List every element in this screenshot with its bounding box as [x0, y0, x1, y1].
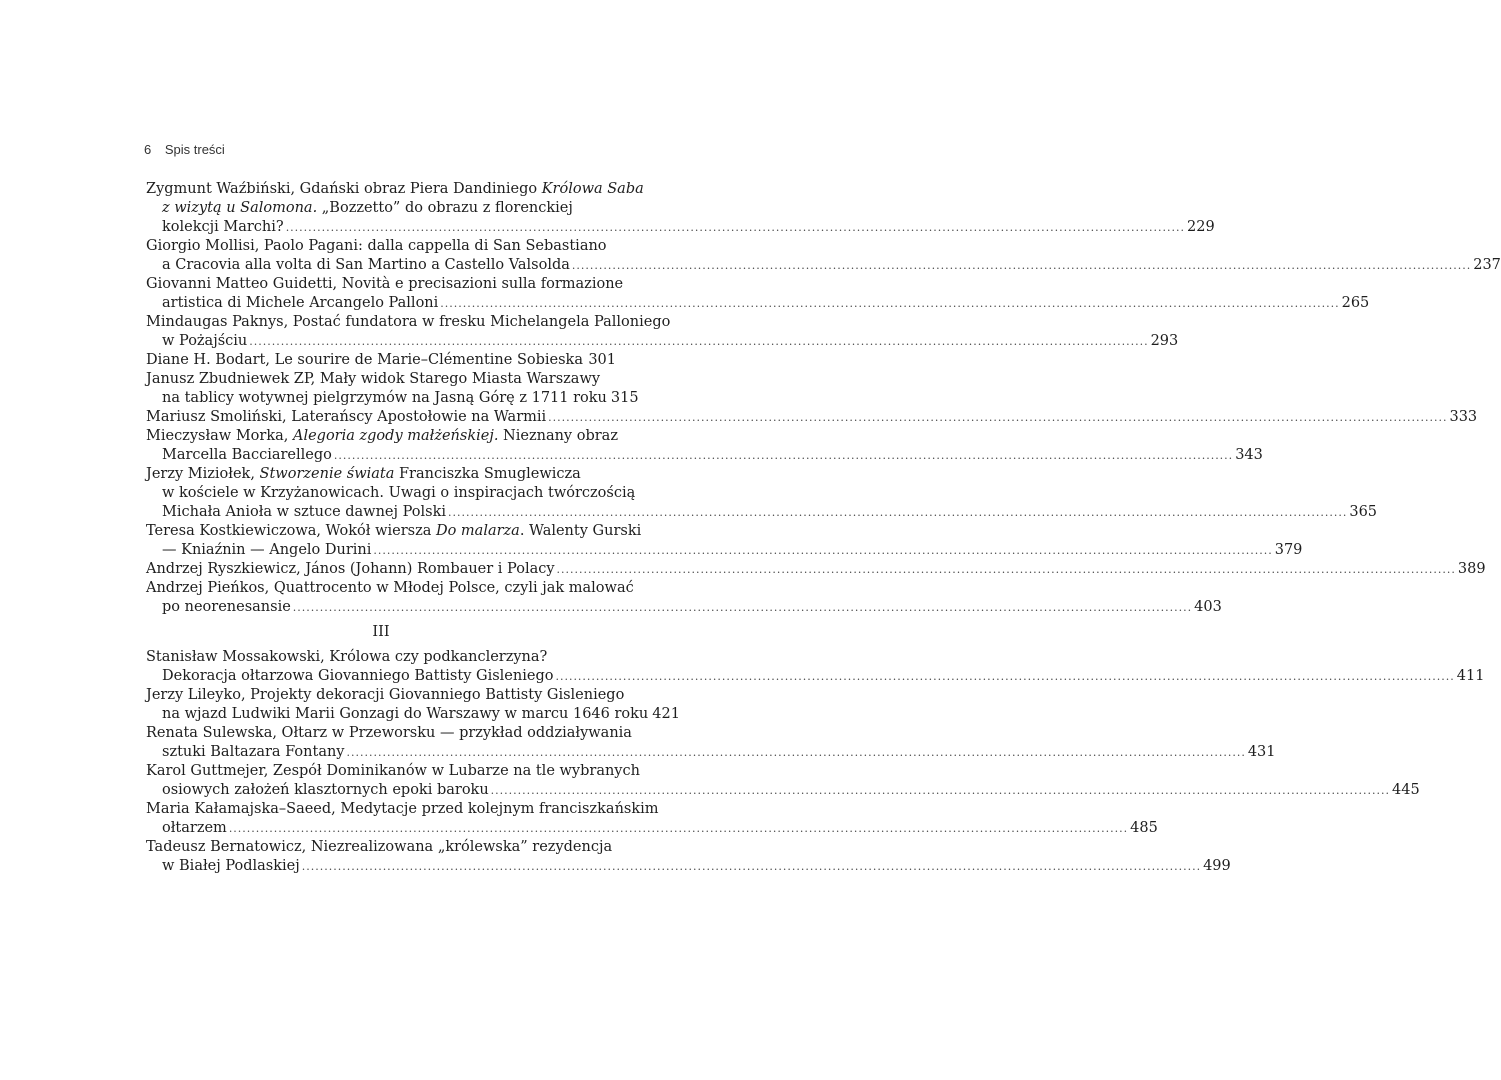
- toc-page-number: 293: [1150, 333, 1179, 349]
- toc-entry: [146, 351, 616, 370]
- toc-page-number: 411: [1456, 668, 1485, 684]
- toc-entry-final-line: [146, 446, 1263, 465]
- toc-entry: [146, 465, 1378, 522]
- toc-entry: [146, 313, 1179, 351]
- dot-leader: ........................................................................................................................................................................................................: [490, 784, 1390, 797]
- toc-entry-text: Mariusz Smoliński, Laterańscy Apostołowie na Warmii: [146, 409, 547, 425]
- dot-leader: [585, 351, 586, 370]
- toc-page-number: 265: [1341, 295, 1370, 311]
- toc-entry-line: Giovanni Matteo Guidetti, Novità e precisazioni sulla formazione: [146, 276, 624, 292]
- toc-entry-final-line: [146, 857, 1231, 876]
- dot-leader: ........................................................................................................................................................................................................: [285, 221, 1186, 234]
- toc-entry-text: Andrzej Ryszkiewicz, János (Johann) Rombauer i Polacy: [146, 561, 555, 577]
- toc-entry-text: Diane H. Bodart, Le sourire de Marie–Clémentine Sobieska: [146, 352, 583, 368]
- toc-page-number: 301: [588, 352, 616, 368]
- toc-entry-line: Giorgio Mollisi, Paolo Pagani: dalla cappella di San Sebastiano: [146, 238, 607, 254]
- toc-entry-final-line: [146, 218, 1215, 237]
- toc-entry-line: Andrzej Pieńkos, Quattrocento w Młodej Polsce, czyli jak malować: [146, 580, 634, 596]
- toc-entry-final-line: [146, 743, 1276, 762]
- toc-page-number: 315: [610, 390, 639, 406]
- toc-entry-final-line: [146, 781, 1420, 800]
- dot-leader: ........................................................................................................................................................................................................: [301, 860, 1202, 873]
- dot-leader: ........................................................................................................................................................................................................: [440, 297, 1340, 310]
- toc-entry-text: osiowych założeń klasztornych epoki baroku: [162, 782, 489, 798]
- dot-leader: ........................................................................................................................................................................................................: [448, 506, 1348, 519]
- toc-entry-text: kolekcji Marchi?: [162, 219, 284, 235]
- toc-page-number: 403: [1194, 599, 1222, 615]
- toc-entry-line: Stanisław Mossakowski, Królowa czy podkanclerzyna?: [146, 649, 548, 665]
- dot-leader: ........................................................................................................................................................................................................: [228, 822, 1129, 835]
- toc-entry-line: Teresa Kostkiewiczowa, Wokół wiersza Do malarza. Walenty Gurski: [146, 523, 642, 539]
- toc-entry-final-line: [146, 503, 1378, 522]
- toc-entry-text: Dekoracja ołtarzowa Giovanniego Battisty Gisleniego: [162, 668, 554, 684]
- toc-entry-text: po neorenesansie: [162, 599, 291, 615]
- toc-page-number: 499: [1203, 858, 1231, 874]
- toc-entry-text: sztuki Baltazara Fontany: [162, 744, 345, 760]
- toc-entry: [146, 724, 1276, 762]
- toc-entry-final-line: [146, 598, 1222, 617]
- toc-entry-text: w Białej Podlaskiej: [162, 858, 300, 874]
- dot-leader: ........................................................................................................................................................................................................: [292, 601, 1193, 614]
- toc-entry-line: Janusz Zbudniewek ZP, Mały widok Starego Miasta Warszawy: [146, 371, 601, 387]
- toc-entry-line: Maria Kałamajska–Saeed, Medytacje przed kolejnym franciszkańskim: [146, 801, 659, 817]
- toc-entry: [146, 370, 639, 408]
- toc-page-number: 389: [1457, 561, 1486, 577]
- toc-entry-line: Jerzy Lileyko, Projekty dekoracji Giovanniego Battisty Gisleniego: [146, 687, 625, 703]
- toc-entry-text: na wjazd Ludwiki Marii Gonzagi do Warszawy w marcu 1646 roku: [162, 706, 649, 722]
- toc-entry-final-line: [146, 560, 1486, 579]
- toc-entry-final-line: [146, 705, 680, 724]
- toc-entry-final-line: [146, 351, 616, 370]
- toc-entry-final-line: [146, 819, 1158, 838]
- toc-entry-final-line: [146, 408, 1478, 427]
- toc-entry: [146, 427, 1263, 465]
- running-title: Spis treści: [164, 142, 225, 157]
- toc-entry: [146, 180, 1215, 237]
- toc-page-number: 431: [1247, 744, 1276, 760]
- toc-entry-line: Karol Guttmejer, Zespół Dominikanów w Lubarze na tle wybranych: [146, 763, 640, 779]
- toc-page-number: 445: [1392, 782, 1420, 798]
- toc-entry-text: na tablicy wotywnej pielgrzymów na Jasną Górę z 1711 roku: [162, 390, 607, 406]
- toc-entry-text: — Kniaźnin — Angelo Durini: [162, 542, 372, 558]
- dot-leader: ........................................................................................................................................................................................................: [556, 563, 1456, 576]
- dot-leader: ........................................................................................................................................................................................................: [373, 544, 1273, 557]
- toc-entry-line: Jerzy Miziołek, Stworzenie świata Franciszka Smuglewicza: [146, 466, 581, 482]
- toc-entry: [146, 838, 1231, 876]
- toc-entry: [146, 275, 1370, 313]
- dot-leader: ........................................................................................................................................................................................................: [548, 411, 1448, 424]
- toc-section-2: [146, 180, 1501, 617]
- toc-page-number: 365: [1349, 504, 1378, 520]
- toc-entry-text: Marcella Bacciarellego: [162, 447, 332, 463]
- toc-page-number: 485: [1130, 820, 1158, 836]
- toc-entry-final-line: [146, 389, 639, 408]
- toc-page-number: 229: [1187, 219, 1215, 235]
- toc-entry: [146, 560, 1486, 579]
- toc-entry: [146, 237, 1501, 275]
- toc-entry-line: Tadeusz Bernatowicz, Niezrealizowana „królewska” rezydencja: [146, 839, 613, 855]
- toc-entry-text: a Cracovia alla volta di San Martino a Castello Valsolda: [162, 257, 570, 273]
- toc-page-number: 379: [1274, 542, 1303, 558]
- toc-entry-line: Renata Sulewska, Ołtarz w Przeworsku — przykład oddziaływania: [146, 725, 632, 741]
- running-header: [144, 142, 225, 157]
- page-number: 6: [144, 142, 152, 157]
- toc-section-3: [146, 648, 1485, 876]
- toc-entry-line: Mindaugas Paknys, Postać fundatora w fresku Michelangela Palloniego: [146, 314, 671, 330]
- toc-entry-line: w kościele w Krzyżanowicach. Uwagi o inspiracjach twórczością: [162, 485, 636, 501]
- toc-entry-line: Zygmunt Waźbiński, Gdański obraz Piera Dandiniego Królowa Saba: [146, 181, 644, 197]
- toc-entry: [146, 762, 1420, 800]
- toc-page-number: 333: [1449, 409, 1478, 425]
- toc-entry-final-line: [146, 256, 1501, 275]
- toc-entry: [146, 522, 1303, 560]
- toc-entry-line: Mieczysław Morka, Alegoria zgody małżeńskiej. Nieznany obraz: [146, 428, 618, 444]
- toc-entry-final-line: [146, 332, 1179, 351]
- toc-entry-text: Michała Anioła w sztuce dawnej Polski: [162, 504, 447, 520]
- dot-leader: ........................................................................................................................................................................................................: [346, 746, 1246, 759]
- toc-entry: [146, 686, 680, 724]
- dot-leader: ........................................................................................................................................................................................................: [333, 449, 1234, 462]
- toc-entry-final-line: [146, 541, 1303, 560]
- toc-entry: [146, 579, 1222, 617]
- dot-leader: ........................................................................................................................................................................................................: [249, 335, 1149, 348]
- toc-page-number: 421: [652, 706, 680, 722]
- toc-entry-line: z wizytą u Salomona. „Bozzetto” do obrazu z florenckiej: [162, 200, 573, 216]
- toc-entry-final-line: [146, 294, 1370, 313]
- toc-entry-final-line: [146, 667, 1485, 686]
- dot-leader: ........................................................................................................................................................................................................: [555, 670, 1455, 683]
- toc-entry-text: w Pożajściu: [162, 333, 248, 349]
- dot-leader: ........................................................................................................................................................................................................: [571, 259, 1472, 272]
- toc-entry-text: artistica di Michele Arcangelo Palloni: [162, 295, 439, 311]
- toc-entry-text: ołtarzem: [162, 820, 227, 836]
- toc-entry: [146, 648, 1485, 686]
- toc-entry: [146, 800, 1158, 838]
- section-heading: III: [372, 624, 390, 640]
- toc-page-number: 343: [1235, 447, 1263, 463]
- toc-page-number: 237: [1473, 257, 1501, 273]
- toc-entry: [146, 408, 1478, 427]
